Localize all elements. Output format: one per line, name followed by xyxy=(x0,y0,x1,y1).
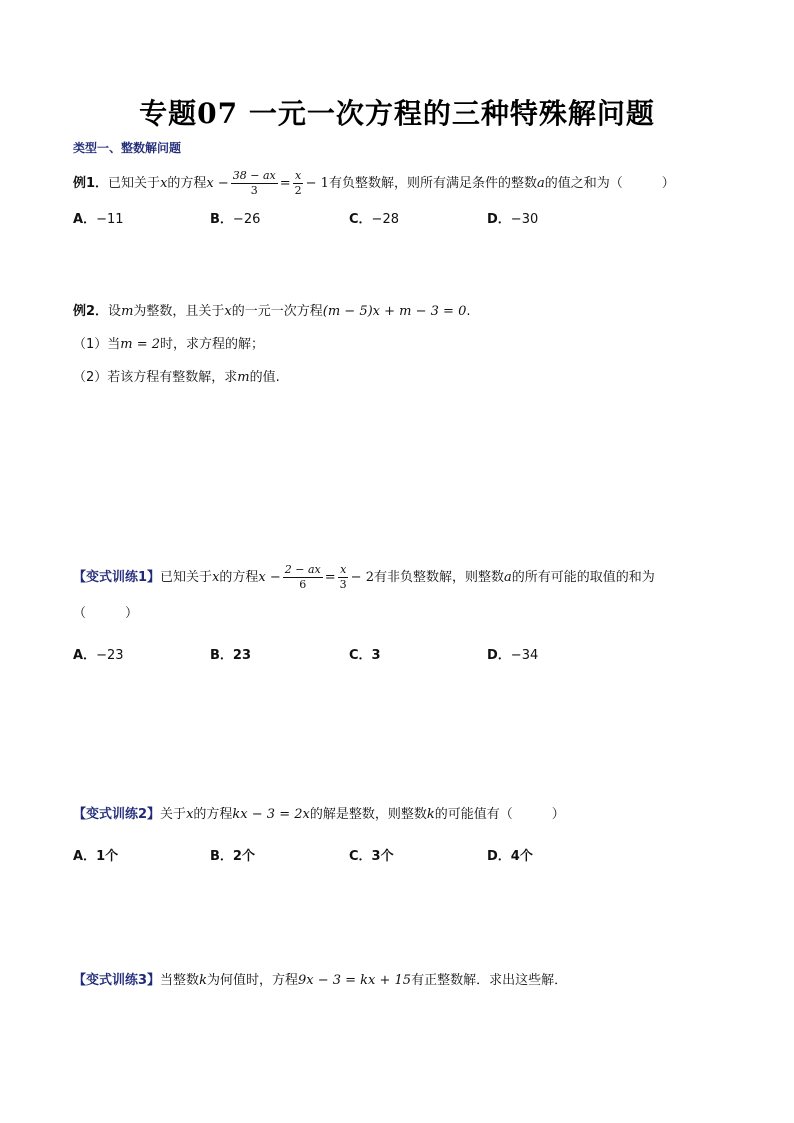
ex2-text-2: 为整数，且关于 xyxy=(133,304,225,319)
option-label: B． xyxy=(210,212,233,227)
tr3-text-3: 有正整数解．求出这些解． xyxy=(411,973,568,988)
tr2-option-b[interactable] xyxy=(210,845,255,864)
tr1-text-4: 的所有可能的取值的和为 xyxy=(511,569,655,585)
tr1-option-b[interactable] xyxy=(210,644,251,663)
ex2-text-3: 的一元一次方程 xyxy=(231,304,323,319)
ex2-q2-m: m xyxy=(237,370,250,385)
option-value: 1个 xyxy=(96,849,119,864)
tr1-text-3: 有非负整数解，则整数 xyxy=(373,569,504,585)
option-value: 23 xyxy=(232,648,252,663)
tr1-option-c[interactable] xyxy=(349,644,381,663)
tr2-text-1: 关于 xyxy=(160,807,187,822)
ex1-option-d[interactable] xyxy=(487,208,538,227)
ex1-fraction-1 xyxy=(231,169,278,198)
example-1-question xyxy=(73,169,675,198)
ex1-rhs-tail: − 1 xyxy=(305,175,329,191)
ex1-text-2: 的方程 xyxy=(167,175,207,191)
tr1-variable: x xyxy=(212,569,220,585)
tr1-text-2: 的方程 xyxy=(219,569,259,585)
ex2-q2-suffix: 的值. xyxy=(249,370,280,385)
option-label: B． xyxy=(210,849,233,864)
ex1-parameter: a xyxy=(536,175,545,191)
option-label: C． xyxy=(349,212,372,227)
ex2-text-1: 设 xyxy=(108,304,122,319)
tr1-fraction-2 xyxy=(338,563,349,592)
ex1-fraction-1-numerator: 38 − ax xyxy=(232,169,276,182)
training-1-label: 【变式训练1】 xyxy=(73,569,161,585)
option-value: −26 xyxy=(232,212,261,227)
ex2-subquestion-1 xyxy=(73,335,264,355)
tr1-fraction-1 xyxy=(283,563,323,592)
tr1-option-a[interactable] xyxy=(73,644,124,663)
tr3-k: k xyxy=(199,973,207,988)
tr2-text-4: 的可能值有（ ） xyxy=(434,807,565,822)
ex1-option-b[interactable] xyxy=(210,208,260,227)
ex1-fraction-2-denominator: 2 xyxy=(294,184,302,197)
ex1-text-3: 有负整数解，则所有满足条件的整数 xyxy=(328,175,537,191)
option-label: A． xyxy=(73,212,97,227)
option-value: −23 xyxy=(96,648,124,663)
tr1-answer-blank xyxy=(73,604,138,624)
ex1-lhs: x − xyxy=(206,175,229,191)
ex1-fraction-1-denominator: 3 xyxy=(250,184,258,197)
training-2-label: 【变式训练2】 xyxy=(73,807,161,822)
example-1-label: 例1． xyxy=(73,175,109,191)
option-label: C． xyxy=(349,648,372,663)
option-label: A． xyxy=(73,648,97,663)
ex2-text-4: . xyxy=(466,304,471,319)
tr1-fraction-2-numerator: x xyxy=(340,563,347,576)
ex1-option-c[interactable] xyxy=(349,208,399,227)
tr2-equation: kx − 3 = 2x xyxy=(232,807,310,822)
tr1-rhs-tail: − 2 xyxy=(350,569,374,585)
ex2-q1-prefix: （1）当 xyxy=(73,337,121,352)
option-value: −34 xyxy=(510,648,539,663)
ex2-subquestion-2 xyxy=(73,368,280,388)
tr1-text-1: 已知关于 xyxy=(160,569,213,585)
ex1-fraction-2-numerator: x xyxy=(295,169,302,182)
section-heading: 类型一、整数解问题 xyxy=(73,141,182,155)
option-value: −11 xyxy=(96,212,124,227)
tr2-option-c[interactable] xyxy=(349,845,394,864)
tr2-k: k xyxy=(426,807,435,822)
ex2-m: m xyxy=(121,304,134,319)
tr1-equals: = xyxy=(324,569,336,585)
ex1-fraction-2 xyxy=(293,169,304,198)
option-value: −28 xyxy=(371,212,399,227)
tr3-equation: 9x − 3 = kx + 15 xyxy=(297,973,412,988)
tr3-text-1: 当整数 xyxy=(160,973,200,988)
tr1-parameter: a xyxy=(503,569,512,585)
option-value: 2个 xyxy=(232,849,255,864)
ex2-q2-prefix: （2）若该方程有整数解，求 xyxy=(73,370,238,385)
ex1-text-4: 的值之和为（ ） xyxy=(544,175,675,191)
example-2-question xyxy=(73,302,470,322)
option-label: B． xyxy=(210,648,233,663)
ex1-variable: x xyxy=(160,175,168,191)
ex2-equation: (m − 5)x + m − 3 = 0 xyxy=(322,304,467,319)
training-2-question xyxy=(73,805,565,825)
option-label: D． xyxy=(487,212,511,227)
option-value: 4个 xyxy=(510,849,533,864)
tr1-fraction-1-denominator: 6 xyxy=(299,578,307,591)
ex2-x: x xyxy=(224,304,232,319)
training-1-question xyxy=(73,563,655,592)
option-label: D． xyxy=(487,648,511,663)
tr3-text-2: 为何值时，方程 xyxy=(206,973,298,988)
tr1-lhs: x − xyxy=(258,569,281,585)
ex1-option-a[interactable] xyxy=(73,208,124,227)
ex1-equals: = xyxy=(279,175,291,191)
option-label: D． xyxy=(487,849,511,864)
page-title: 专题07 一元一次方程的三种特殊解问题 xyxy=(139,97,655,130)
tr2-variable: x xyxy=(186,807,194,822)
training-3-question xyxy=(73,971,567,991)
option-value: −30 xyxy=(510,212,539,227)
tr1-fraction-2-denominator: 3 xyxy=(339,578,347,591)
option-value: 3 xyxy=(371,648,381,663)
option-label: A． xyxy=(73,849,97,864)
training-3-label: 【变式训练3】 xyxy=(73,973,161,988)
tr2-option-a[interactable] xyxy=(73,845,118,864)
tr2-text-2: 的方程 xyxy=(193,807,233,822)
option-label: C． xyxy=(349,849,372,864)
tr1-blank: （ ） xyxy=(73,606,139,621)
tr2-text-3: 的解是整数，则整数 xyxy=(309,807,427,822)
ex2-q1-condition: m = 2 xyxy=(120,337,161,352)
tr2-option-d[interactable] xyxy=(487,845,533,864)
tr1-option-d[interactable] xyxy=(487,644,538,663)
ex1-text-1: 已知关于 xyxy=(108,175,161,191)
ex2-q1-suffix: 时，求方程的解； xyxy=(160,337,265,352)
option-value: 3个 xyxy=(371,849,394,864)
tr1-fraction-1-numerator: 2 − ax xyxy=(284,563,321,576)
example-2-label: 例2． xyxy=(73,304,109,319)
